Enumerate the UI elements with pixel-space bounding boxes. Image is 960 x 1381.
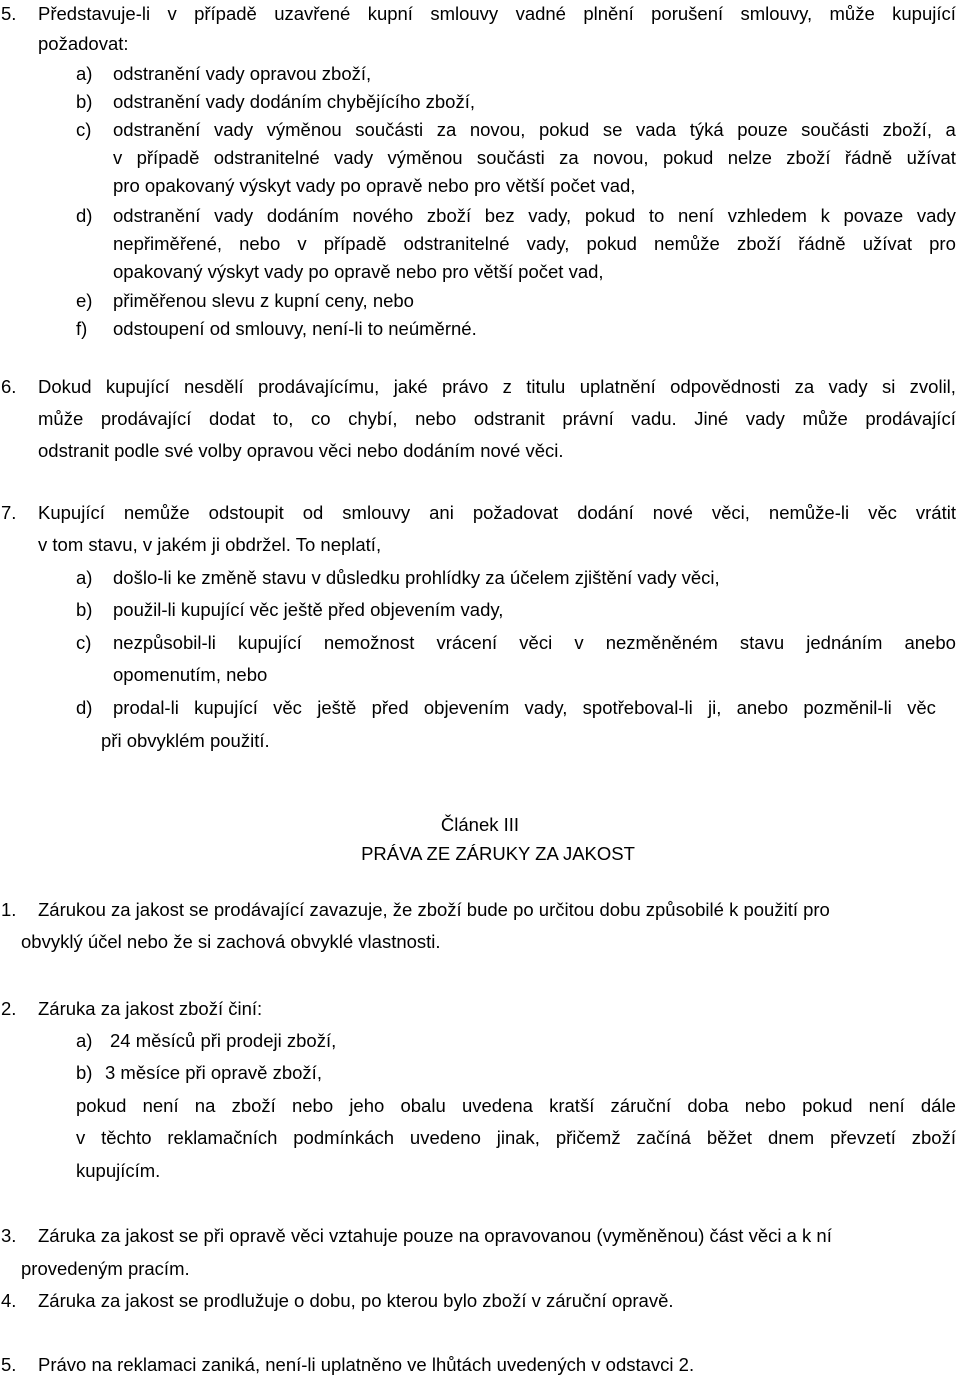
paragraph-line: provedeným pracím. bbox=[21, 1258, 190, 1279]
list-item-text: použil-li kupující věc ještě před objevením vady, bbox=[113, 599, 504, 620]
paragraph-line: Záruka za jakost zboží činí: bbox=[38, 998, 263, 1019]
paragraph-line: Záruka za jakost se prodlužuje o dobu, po kterou bylo zboží v záruční opravě. bbox=[38, 1290, 674, 1311]
list-item-text: při obvyklém použití. bbox=[101, 730, 270, 751]
list-item-text: nezpůsobil-li kupující nemožnost vrácení věci v nezměněném stavu jednáním anebo bbox=[113, 632, 956, 653]
list-item-label: a) bbox=[76, 1030, 93, 1051]
list-item-text: přiměřenou slevu z kupní ceny, nebo bbox=[113, 290, 414, 311]
paragraph-line: Právo na reklamaci zaniká, není-li uplatněno ve lhůtách uvedených v odstavci 2. bbox=[38, 1354, 695, 1375]
list-item-label: b) bbox=[76, 1062, 93, 1083]
paragraph-number: 7. bbox=[1, 502, 17, 523]
list-item-text: odstranění vady dodáním nového zboží bez vady, pokud to není vzhledem k povaze vady bbox=[113, 205, 956, 226]
paragraph-number: 5. bbox=[1, 3, 17, 24]
list-item-label: b) bbox=[76, 599, 93, 620]
paragraph-number: 3. bbox=[1, 1225, 17, 1246]
list-item-text: odstranění vady opravou zboží, bbox=[113, 63, 372, 84]
paragraph-line: může prodávající dodat to, co chybí, nebo odstranit právní vadu. Jiné vady může prodávající bbox=[38, 408, 956, 429]
list-item-text: nepřiměřené, nebo v případě odstranitelné vady, pokud nemůže zboží řádně užívat pro bbox=[113, 233, 956, 254]
list-item-label: f) bbox=[76, 318, 88, 339]
paragraph-line: Kupující nemůže odstoupit od smlouvy ani požadovat dodání nové věci, nemůže-li věc vrátit bbox=[38, 502, 956, 523]
list-item-text: odstranění vady výměnou součásti za novou, pokud se vada týká pouze součásti zboží, a bbox=[113, 119, 956, 140]
list-item-text: pro opakovaný výskyt vady po opravě nebo pro větší počet vad, bbox=[113, 175, 636, 196]
list-item-label: c) bbox=[76, 119, 92, 140]
paragraph-number: 6. bbox=[1, 376, 17, 397]
list-item-text: prodal-li kupující věc ještě před objevením vady, spotřeboval-li ji, anebo pozměnil-li věc bbox=[113, 697, 936, 718]
paragraph-line: kupujícím. bbox=[76, 1160, 161, 1181]
list-item-text: odstoupení od smlouvy, není-li to neúměrné. bbox=[113, 318, 477, 339]
paragraph-line: Dokud kupující nesdělí prodávajícímu, jaké právo z titulu uplatnění odpovědnosti za vady si zvolil, bbox=[38, 376, 956, 397]
paragraph-number: 1. bbox=[1, 899, 17, 920]
list-item-label: b) bbox=[76, 91, 93, 112]
paragraph-line: požadovat: bbox=[38, 33, 129, 54]
list-item-label: a) bbox=[76, 567, 93, 588]
paragraph-line: v tom stavu, v jakém ji obdržel. To neplatí, bbox=[38, 534, 382, 555]
list-item-text: došlo-li ke změně stavu v důsledku prohlídky za účelem zjištění vady věci, bbox=[113, 567, 720, 588]
list-item-text: opakovaný výskyt vady po opravě nebo pro větší počet vad, bbox=[113, 261, 604, 282]
list-item-label: a) bbox=[76, 63, 93, 84]
paragraph-number: 4. bbox=[1, 1290, 17, 1311]
article-subtitle: PRÁVA ZE ZÁRUKY ZA JAKOST bbox=[361, 843, 635, 864]
list-item-label: c) bbox=[76, 632, 92, 653]
paragraph-number: 5. bbox=[1, 1354, 17, 1375]
article-title: Článek III bbox=[440, 814, 520, 835]
paragraph-line: v těchto reklamačních podmínkách uvedeno jinak, přičemž začíná běžet dnem převzetí zboží bbox=[76, 1127, 956, 1148]
list-item-label: e) bbox=[76, 290, 93, 311]
list-item-label: d) bbox=[76, 205, 93, 226]
paragraph-line: obvyklý účel nebo že si zachová obvyklé vlastnosti. bbox=[21, 931, 441, 952]
paragraph-line: pokud není na zboží nebo jeho obalu uvedena kratší záruční doba nebo pokud není dále bbox=[76, 1095, 956, 1116]
list-item-text: opomenutím, nebo bbox=[113, 664, 268, 685]
list-item-text: v případě odstranitelné vady výměnou součásti za novou, pokud nelze zboží řádně užívat bbox=[113, 147, 956, 168]
paragraph-line: Představuje-li v případě uzavřené kupní smlouvy vadné plnění porušení smlouvy, může kupující bbox=[38, 3, 956, 24]
paragraph-line: Zárukou za jakost se prodávající zavazuje, že zboží bude po určitou dobu způsobilé k použití pro bbox=[38, 899, 830, 920]
list-item-text: 3 měsíce při opravě zboží, bbox=[105, 1062, 322, 1083]
list-item-label: d) bbox=[76, 697, 93, 718]
paragraph-number: 2. bbox=[1, 998, 17, 1019]
list-item-text: odstranění vady dodáním chybějícího zboží, bbox=[113, 91, 475, 112]
list-item-text: 24 měsíců při prodeji zboží, bbox=[110, 1030, 337, 1051]
paragraph-line: odstranit podle své volby opravou věci nebo dodáním nové věci. bbox=[38, 440, 564, 461]
paragraph-line: Záruka za jakost se při opravě věci vztahuje pouze na opravovanou (vyměněnou) část věci a k ní bbox=[38, 1225, 832, 1246]
